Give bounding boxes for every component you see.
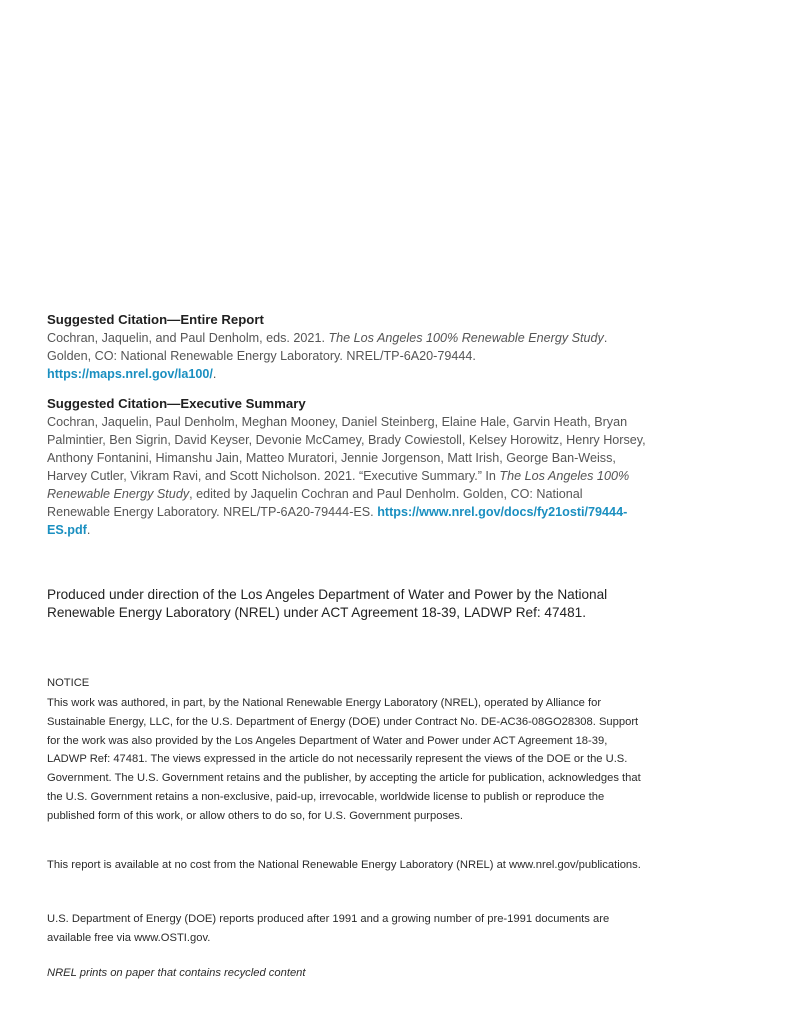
doe-reports-statement: U.S. Department of Energy (DOE) reports produced after 1991 and a growing number of pre-1991 documents are available free via www.OSTI.gov. xyxy=(47,913,610,944)
citation-exec-end: . xyxy=(86,523,91,537)
recycled-paper-note: NREL prints on paper that contains recycled content xyxy=(47,967,306,979)
citation-exec-authors: Cochran, Jaquelin, Paul Denholm, Meghan Mooney, Daniel Steinberg, Elaine Hale, Garvin Heath, Bryan Palmintier, Ben Sigrin, David Keyser, Devonie McCamey, Brady Cowiestoll, Kelsey Horowitz, Henry Horsey, Anthony Fontanini, Himanshu Jain, Matteo Muratori, Jennie Jorgenson, Matt Irish, George Ban-Weiss, Harvey Cutler, Vikram Ravi, and Scott Nicholson. 2021. “Executive Summary.” In xyxy=(47,415,646,483)
citation-exec-heading: Suggested Citation—Executive Summary xyxy=(47,396,306,411)
availability-statement: This report is available at no cost from the National Renewable Energy Laboratory (NREL) at www.nrel.gov/publications. xyxy=(47,859,641,871)
citation-exec-link[interactable]: https://www.nrel.gov/docs/fy21osti/79444-ES.pdf xyxy=(47,505,628,537)
citation-entire-title: The Los Angeles 100% Renewable Energy Study xyxy=(328,331,604,345)
notice-body: This work was authored, in part, by the National Renewable Energy Laboratory (NREL), operated by Alliance for Sustainable Energy, LLC, for the U.S. Department of Energy (DOE) under Contract No. DE-AC36-08GO28308. Support for the work was also provided by the Los Angeles Department of Water and Power under ACT Agreement 18-39, LADWP Ref: 47481. The views expressed in the article do not necessarily represent the views of the DOE or the U.S. Government. The U.S. Government retains and the publisher, by accepting the article for publication, acknowledges that the U.S. Government retains a non-exclusive, paid-up, irrevocable, worldwide license to publish or reproduce the published form of this work, or allow others to do so, for U.S. Government purposes. xyxy=(47,697,641,822)
citation-entire-authors: Cochran, Jaquelin, and Paul Denholm, eds. 2021. xyxy=(47,331,329,345)
citation-exec-title: The Los Angeles 100% Renewable Energy Study xyxy=(47,469,630,501)
citation-entire-link[interactable]: https://maps.nrel.gov/la100/ xyxy=(47,367,213,381)
notice-title: NOTICE xyxy=(47,677,90,689)
citation-entire-publisher: . Golden, CO: National Renewable Energy Laboratory. NREL/TP-6A20-79444. xyxy=(47,331,608,363)
citation-entire-end: . xyxy=(212,367,217,381)
citation-exec-publisher: , edited by Jaquelin Cochran and Paul Denholm. Golden, CO: National Renewable Energy Laboratory. NREL/TP-6A20-79444-ES. xyxy=(47,487,583,519)
produced-statement: Produced under direction of the Los Angeles Department of Water and Power by the National Renewable Energy Laboratory (NREL) under ACT Agreement 18-39, LADWP Ref: 47481. xyxy=(47,587,608,620)
citation-entire-text xyxy=(47,329,647,383)
citation-exec-text xyxy=(47,413,647,539)
citation-entire-heading: Suggested Citation—Entire Report xyxy=(47,312,264,327)
citation-executive-summary xyxy=(47,395,647,539)
citation-entire-report xyxy=(47,311,647,383)
